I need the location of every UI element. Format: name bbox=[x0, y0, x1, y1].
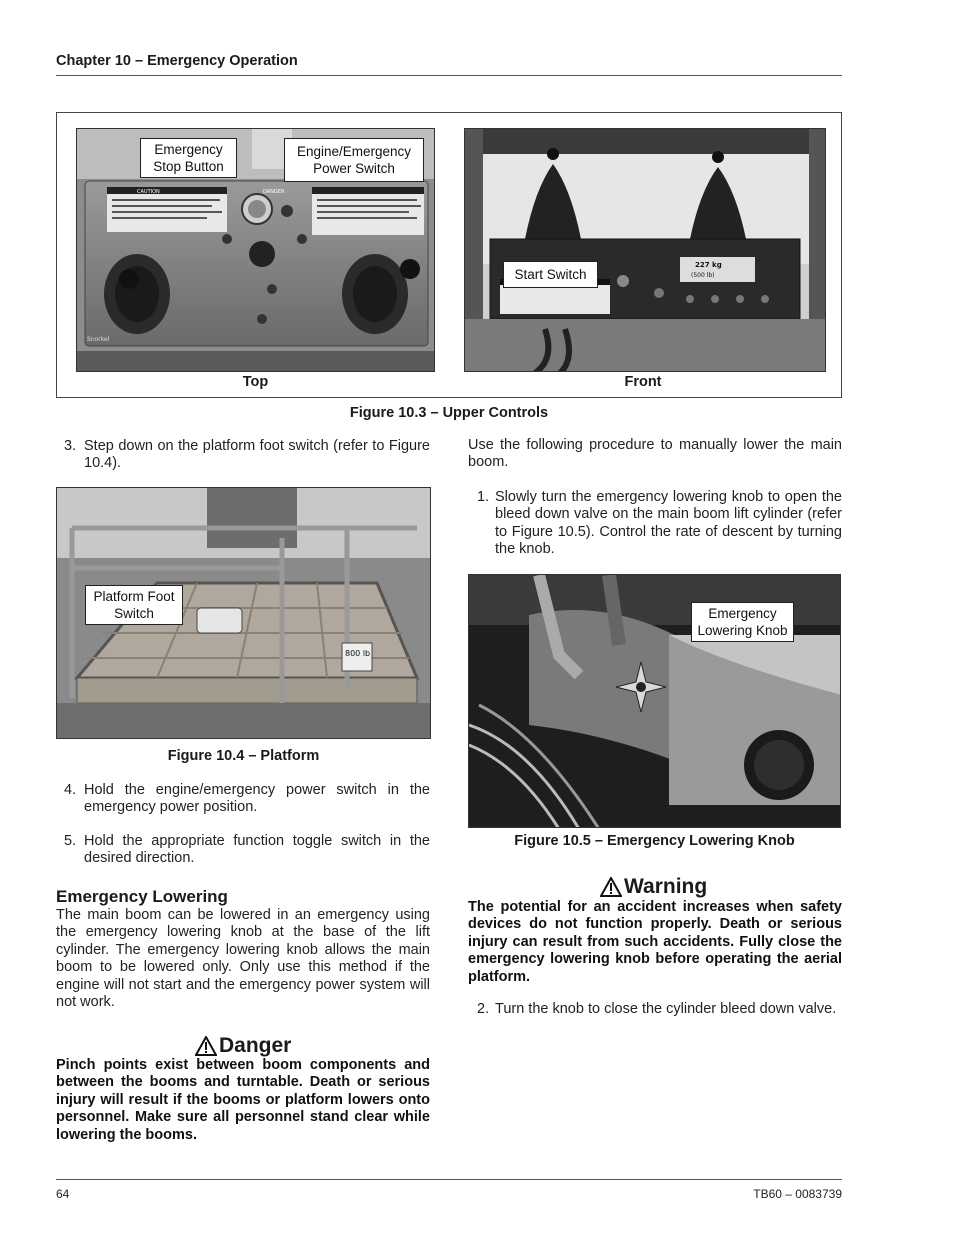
step-5-text: Hold the appropriate function toggle switch in the desired direction. bbox=[84, 833, 430, 867]
callout-engine-emergency-power-switch: Engine/Emergency Power Switch bbox=[284, 138, 424, 182]
step-4-text: Hold the engine/emergency power switch in the emergency power position. bbox=[84, 782, 430, 816]
upper-controls-front-photo bbox=[464, 128, 826, 372]
callout-emergency-stop-button: Emergency Stop Button bbox=[140, 138, 237, 178]
brand-mark: Snorkel bbox=[87, 336, 110, 343]
step-3 bbox=[56, 438, 430, 478]
step-5-number: 5. bbox=[64, 833, 77, 849]
document-number: TB60 – 0083739 bbox=[753, 1187, 842, 1201]
warning-heading bbox=[600, 875, 707, 899]
decal-caution-text: CAUTION bbox=[137, 189, 160, 195]
warning-text: The potential for an accident increases when safety devices do not function properly. Death or serious injury can result from such accidents. Fully close the emergency lowering knob before operating the aerial platform. bbox=[468, 899, 842, 985]
capacity-kg-text: 227 kg bbox=[695, 261, 722, 269]
danger-heading bbox=[195, 1034, 291, 1058]
figure-10-3-front-label: Front bbox=[624, 374, 662, 390]
figure-10-4-caption: Figure 10.4 – Platform bbox=[167, 748, 320, 764]
step-4 bbox=[56, 782, 430, 822]
step-1-text: Slowly turn the emergency lowering knob to open the bleed down valve on the main boom lift cylinder (refer to Figure 10.5). Control the rate of descent by turning the knob. bbox=[495, 489, 842, 558]
step-5 bbox=[56, 833, 430, 873]
emergency-lowering-heading: Emergency Lowering bbox=[56, 887, 228, 906]
header-rule bbox=[56, 75, 842, 76]
step-1-number: 1. bbox=[477, 489, 490, 505]
step-3-text: Step down on the platform foot switch (refer to Figure 10.4). bbox=[84, 438, 430, 472]
footer-rule bbox=[56, 1179, 842, 1180]
emergency-lowering-text: The main boom can be lowered in an emergency using the emergency lowering knob at the base of the lift cylinder. The emergency lowering knob allows the main boom to be lowered only. Only use this method if the engine will not start and the emergency power system will not work. bbox=[56, 907, 430, 1011]
figure-10-3-caption: Figure 10.3 – Upper Controls bbox=[349, 405, 549, 421]
danger-triangle-icon bbox=[195, 1036, 217, 1056]
step-2 bbox=[468, 1001, 842, 1041]
chapter-header: Chapter 10 – Emergency Operation bbox=[56, 53, 298, 69]
step-2-number: 2. bbox=[477, 1001, 490, 1017]
danger-heading-text: Danger bbox=[219, 1034, 292, 1057]
callout-emergency-lowering-knob: Emergency Lowering Knob bbox=[691, 602, 794, 642]
step-3-number: 3. bbox=[64, 438, 77, 454]
danger-text: Pinch points exist between boom components and between the booms and turntable. Death or serious injury will result if the booms or platform lowers onto personnel. Make sure all personnel stand clear while lowering the booms. bbox=[56, 1057, 430, 1143]
front-controls-illustration bbox=[465, 129, 826, 372]
decal-danger-text: DANGER bbox=[263, 189, 285, 195]
step-2-text: Turn the knob to close the cylinder bleed down valve. bbox=[495, 1001, 837, 1017]
page-number: 64 bbox=[56, 1187, 70, 1201]
figure-10-5-caption: Figure 10.5 – Emergency Lowering Knob bbox=[514, 833, 795, 849]
step-1 bbox=[468, 489, 842, 561]
callout-platform-foot-switch: Platform Foot Switch bbox=[85, 585, 183, 625]
step-4-number: 4. bbox=[64, 782, 77, 798]
platform-plate-text: 800 lb bbox=[345, 649, 371, 658]
figure-10-3-top-label: Top bbox=[242, 374, 269, 390]
procedure-intro: Use the following procedure to manually lower the main boom. bbox=[468, 437, 842, 471]
capacity-lb-text: (500 lb) bbox=[691, 272, 715, 279]
warning-heading-text: Warning bbox=[624, 875, 708, 898]
callout-start-switch: Start Switch bbox=[503, 261, 598, 288]
warning-triangle-icon bbox=[600, 877, 622, 897]
